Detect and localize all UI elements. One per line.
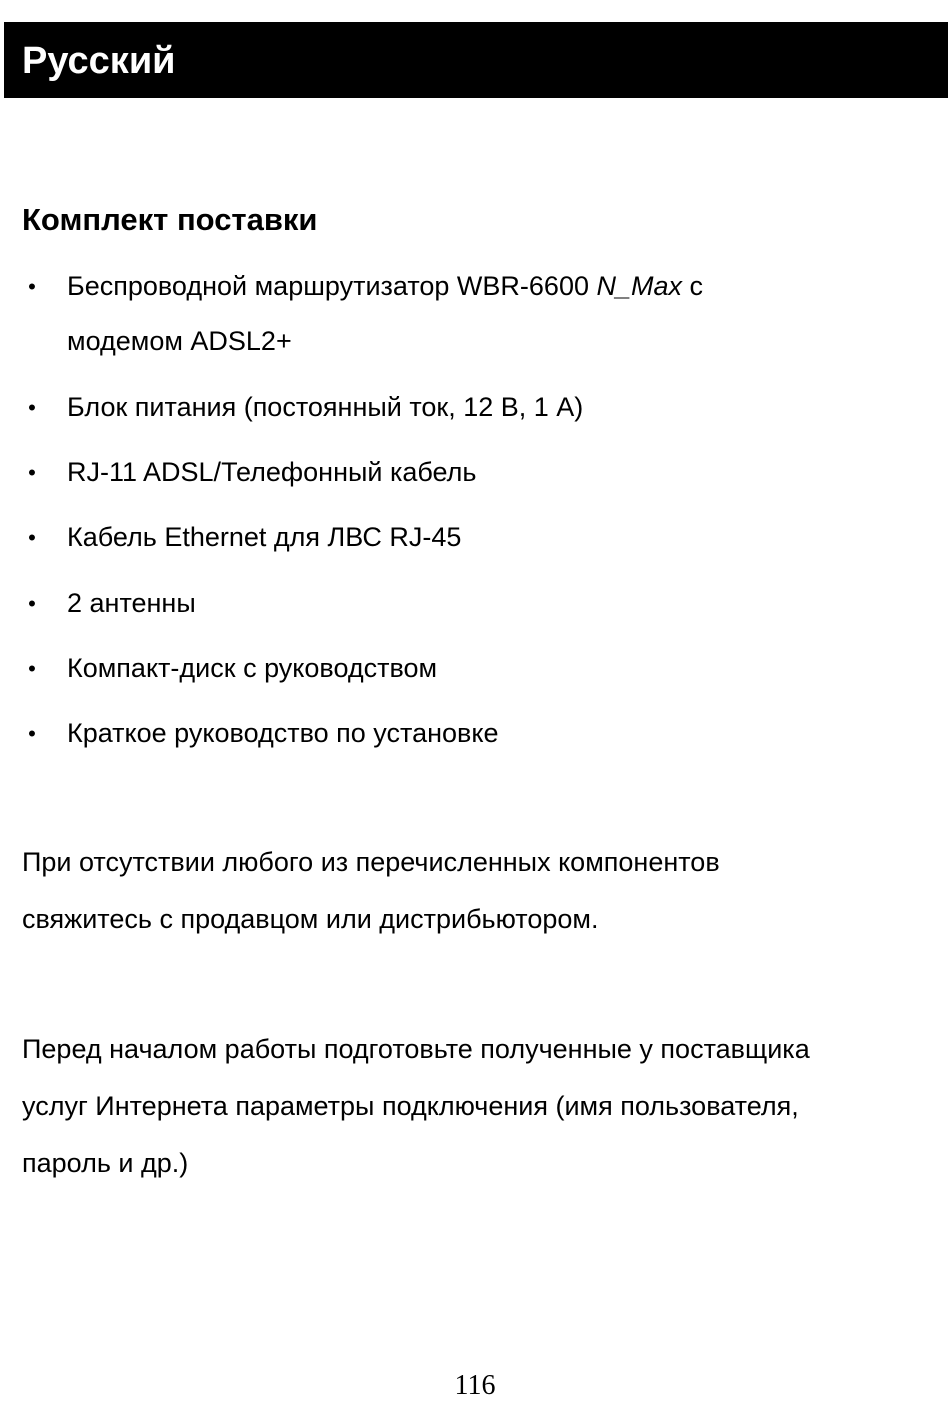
preparation-paragraph bbox=[22, 1021, 810, 1192]
list-item-text bbox=[67, 259, 867, 369]
bullet-icon: • bbox=[28, 395, 36, 420]
bullet-icon: • bbox=[28, 721, 36, 746]
router-name-text: Беспроводной маршрутизатор WBR-6600 bbox=[67, 271, 597, 301]
language-title: Русский bbox=[22, 40, 176, 82]
bullet-icon: • bbox=[28, 274, 36, 299]
list-item-text: Блок питания (постоянный ток, 12 В, 1 А) bbox=[67, 392, 584, 422]
section-heading: Комплект поставки bbox=[22, 202, 318, 237]
paragraph-line: Перед началом работы подготовьте полученные у поставщика bbox=[22, 1034, 810, 1064]
missing-components-paragraph bbox=[22, 834, 720, 948]
paragraph-line: свяжитесь с продавцом или дистрибьютором. bbox=[22, 904, 599, 934]
list-item-text: Компакт-диск с руководством bbox=[67, 653, 438, 683]
language-header-bar bbox=[4, 22, 948, 98]
bullet-icon: • bbox=[28, 460, 36, 485]
list-item-text: Краткое руководство по установке bbox=[67, 718, 499, 748]
paragraph-line: При отсутствии любого из перечисленных компонентов bbox=[22, 847, 720, 877]
router-model-suffix: N_Max bbox=[596, 271, 683, 301]
paragraph-line: услуг Интернета параметры подключения (имя пользователя, bbox=[22, 1091, 799, 1121]
list-item-router bbox=[0, 259, 900, 371]
router-with-text: с bbox=[682, 271, 704, 301]
page-number: 116 bbox=[454, 1370, 496, 1401]
bullet-icon: • bbox=[28, 525, 36, 550]
bullet-icon: • bbox=[28, 591, 36, 616]
list-item-text: 2 антенны bbox=[67, 588, 196, 618]
paragraph-line: пароль и др.) bbox=[22, 1148, 189, 1178]
list-item-text: RJ-11 ADSL/Телефонный кабель bbox=[67, 457, 477, 487]
list-item-text: Кабель Ethernet для ЛВС RJ-45 bbox=[67, 522, 462, 552]
bullet-icon: • bbox=[28, 656, 36, 681]
router-modem-text: модемом ADSL2+ bbox=[67, 326, 292, 356]
